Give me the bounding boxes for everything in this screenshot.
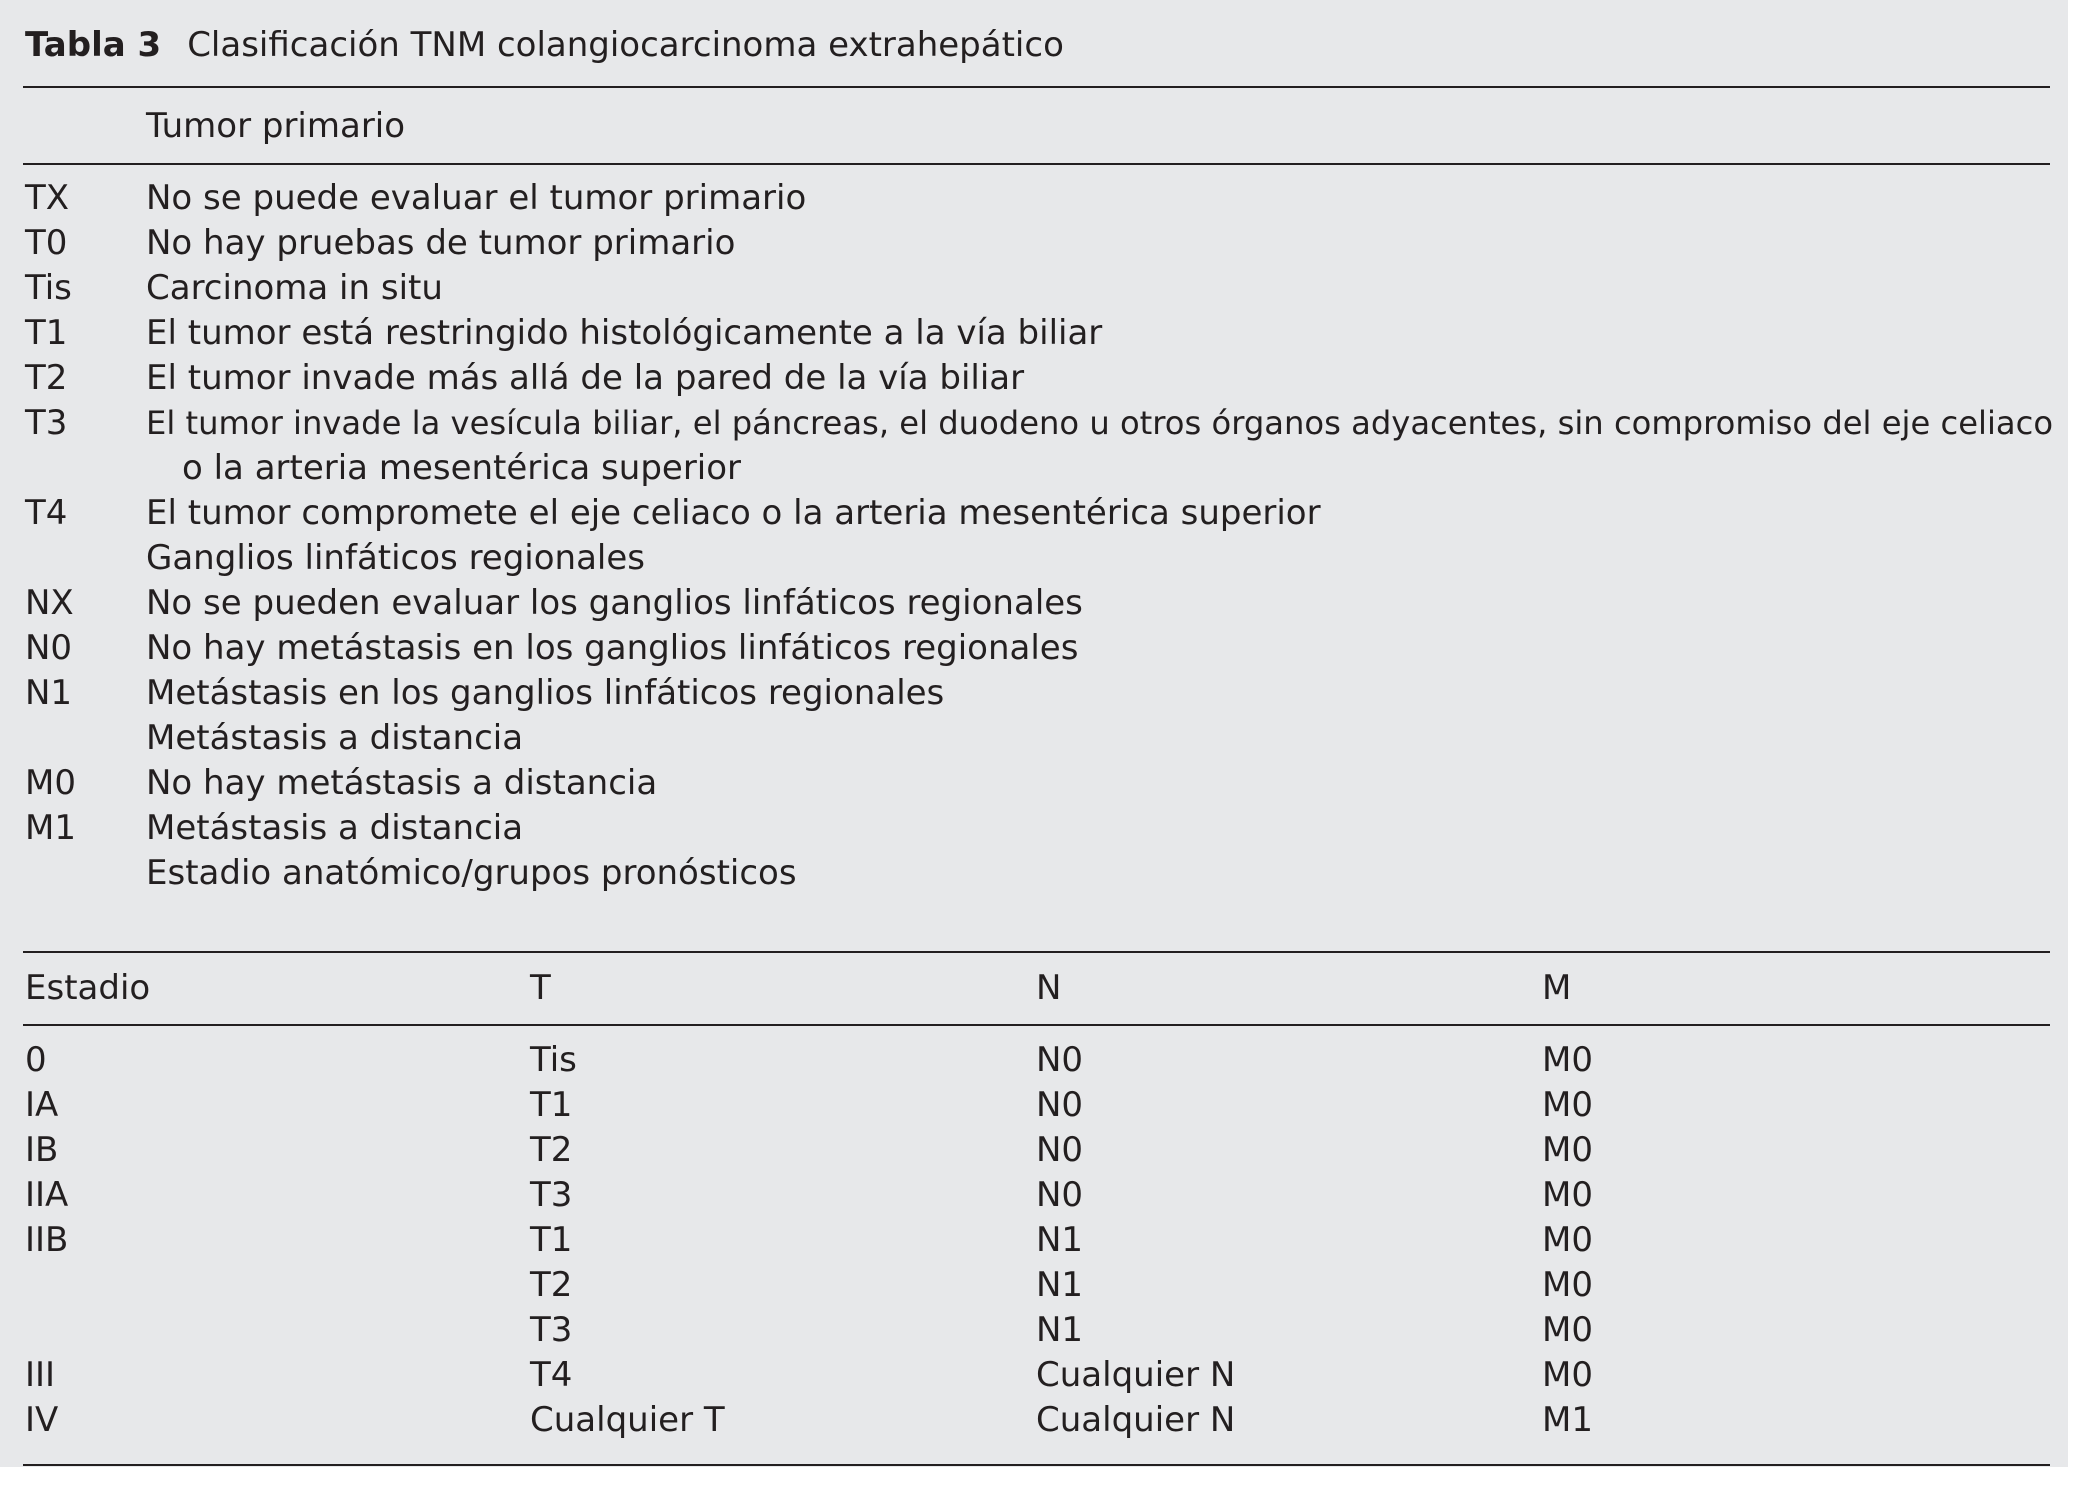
- n-cell: N0: [1036, 1130, 1084, 1170]
- definition-text: Carcinoma in situ: [146, 268, 443, 308]
- definition-code: T2: [25, 358, 68, 398]
- definition-code: N0: [25, 628, 73, 668]
- t-cell: Cualquier T: [530, 1400, 725, 1440]
- definition-continuation: o la arteria mesentérica superior: [182, 448, 742, 488]
- n-cell: N0: [1036, 1175, 1084, 1215]
- definition-code: NX: [25, 583, 74, 623]
- n-cell: N1: [1036, 1220, 1084, 1260]
- definition-text: No se pueden evaluar los ganglios linfáticos regionales: [146, 583, 1083, 623]
- definition-code: T3: [25, 403, 68, 443]
- m-cell: M0: [1542, 1355, 1593, 1395]
- m-column-header: M: [1542, 968, 1572, 1008]
- definition-text: El tumor invade la vesícula biliar, el páncreas, el duodeno u otros órganos adyacentes, sin compromiso del eje celiaco: [146, 404, 2054, 442]
- stages-top-rule: [23, 951, 2050, 953]
- t-cell: T4: [530, 1355, 573, 1395]
- t-cell: T3: [530, 1175, 573, 1215]
- definition-text: El tumor compromete el eje celiaco o la arteria mesentérica superior: [146, 493, 1321, 533]
- definition-code: Tis: [25, 268, 72, 308]
- m-cell: M0: [1542, 1310, 1593, 1350]
- section-subheader: Ganglios linfáticos regionales: [146, 538, 646, 578]
- definition-text: No hay metástasis a distancia: [146, 763, 658, 803]
- m-cell: M0: [1542, 1130, 1593, 1170]
- stage-cell: 0: [25, 1040, 47, 1080]
- m-cell: M1: [1542, 1400, 1593, 1440]
- t-cell: Tis: [530, 1040, 577, 1080]
- n-cell: N1: [1036, 1265, 1084, 1305]
- definition-code: T0: [25, 223, 68, 263]
- stages-header-rule: [23, 1024, 2050, 1026]
- m-cell: M0: [1542, 1265, 1593, 1305]
- section-subheader: Metástasis a distancia: [146, 718, 524, 758]
- t-cell: T1: [530, 1220, 573, 1260]
- definition-code: TX: [25, 178, 70, 218]
- definition-code: T1: [25, 313, 68, 353]
- table-label: Tabla 3: [25, 25, 162, 65]
- definition-code: M0: [25, 763, 76, 803]
- m-cell: M0: [1542, 1175, 1593, 1215]
- definition-text: No hay metástasis en los ganglios linfáticos regionales: [146, 628, 1079, 668]
- stage-cell: IIA: [25, 1175, 69, 1215]
- definition-text: Metástasis a distancia: [146, 808, 524, 848]
- stage-cell: III: [25, 1355, 56, 1395]
- stage-cell: IIB: [25, 1220, 69, 1260]
- table-caption: [25, 20, 1064, 70]
- t-cell: T1: [530, 1085, 573, 1125]
- definition-text: El tumor está restringido histológicamente a la vía biliar: [146, 313, 1103, 353]
- t-column-header: T: [530, 968, 551, 1008]
- t-cell: T2: [530, 1265, 573, 1305]
- t-cell: T2: [530, 1130, 573, 1170]
- n-cell: Cualquier N: [1036, 1355, 1236, 1395]
- n-column-header: N: [1036, 968, 1062, 1008]
- definition-text: Metástasis en los ganglios linfáticos regionales: [146, 673, 945, 713]
- n-cell: Cualquier N: [1036, 1400, 1236, 1440]
- m-cell: M0: [1542, 1085, 1593, 1125]
- definition-code: M1: [25, 808, 76, 848]
- m-cell: M0: [1542, 1040, 1593, 1080]
- n-cell: N0: [1036, 1085, 1084, 1125]
- stage-cell: IB: [25, 1130, 59, 1170]
- top-rule: [23, 86, 2050, 88]
- definition-text: No se puede evaluar el tumor primario: [146, 178, 807, 218]
- stage-column-header: Estadio: [25, 968, 151, 1008]
- bottom-rule: [23, 1464, 2050, 1466]
- t-cell: T3: [530, 1310, 573, 1350]
- stage-cell: IA: [25, 1085, 59, 1125]
- definition-text: No hay pruebas de tumor primario: [146, 223, 736, 263]
- stage-cell: IV: [25, 1400, 59, 1440]
- n-cell: N1: [1036, 1310, 1084, 1350]
- section-subheader: Estadio anatómico/grupos pronósticos: [146, 853, 797, 893]
- m-cell: M0: [1542, 1220, 1593, 1260]
- table-title: Clasificación TNM colangiocarcinoma extrahepático: [187, 25, 1064, 65]
- definition-text: El tumor invade más allá de la pared de la vía biliar: [146, 358, 1025, 398]
- definitions-header: Tumor primario: [146, 106, 406, 146]
- n-cell: N0: [1036, 1040, 1084, 1080]
- definitions-header-rule: [23, 163, 2050, 165]
- definition-code: N1: [25, 673, 73, 713]
- definition-code: T4: [25, 493, 68, 533]
